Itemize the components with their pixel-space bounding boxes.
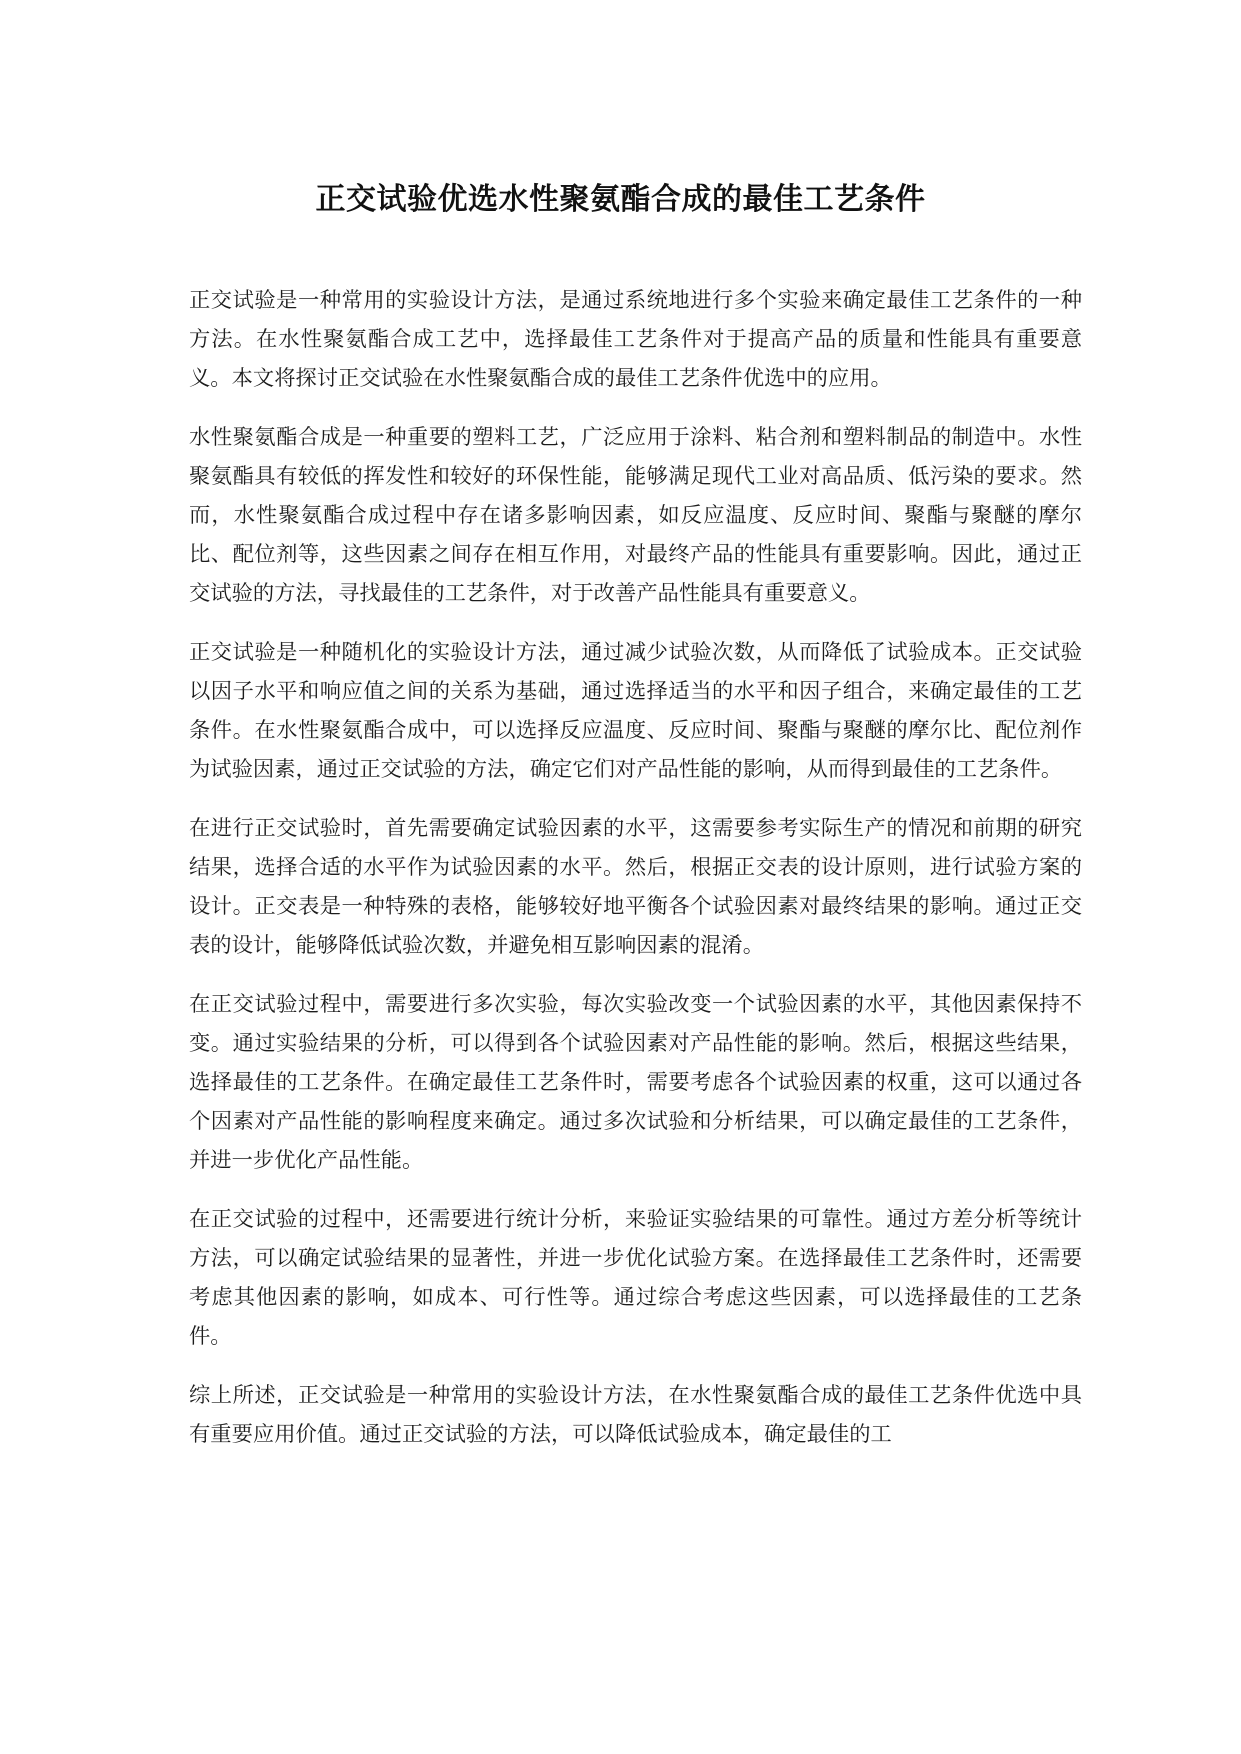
paragraph-process: 在正交试验过程中，需要进行多次实验，每次实验改变一个试验因素的水平，其他因素保持不变。通过实验结果的分析，可以得到各个试验因素对产品性能的影响。然后，根据这些结果，选择最佳的工艺条件。在确定最佳工艺条件时，需要考虑各个试验因素的权重，这可以通过各个因素对产品性能的影响程度来确定。通过多次试验和分析结果，可以确定最佳的工艺条件，并进一步优化产品性能。: [189, 992, 1082, 1173]
document-title: 正交试验优选水性聚氨酯合成的最佳工艺条件: [315, 182, 926, 217]
paragraph-statistics: 在正交试验的过程中，还需要进行统计分析，来验证实验结果的可靠性。通过方差分析等统计方法，可以确定试验结果的显著性，并进一步优化试验方案。在选择最佳工艺条件时，还需要考虑其他因素的影响，如成本、可行性等。通过综合考虑这些因素，可以选择最佳的工艺条件。: [189, 1207, 1082, 1349]
paragraph-method: 正交试验是一种随机化的实验设计方法，通过减少试验次数，从而降低了试验成本。正交试验以因子水平和响应值之间的关系为基础，通过选择适当的水平和因子组合，来确定最佳的工艺条件。在水性聚氨酯合成中，可以选择反应温度、反应时间、聚酯与聚醚的摩尔比、配位剂作为试验因素，通过正交试验的方法，确定它们对产品性能的影响，从而得到最佳的工艺条件。: [189, 640, 1082, 782]
paragraph-background: 水性聚氨酯合成是一种重要的塑料工艺，广泛应用于涂料、粘合剂和塑料制品的制造中。水性聚氨酯具有较低的挥发性和较好的环保性能，能够满足现代工业对高品质、低污染的要求。然而，水性聚氨酯合成过程中存在诸多影响因素，如反应温度、反应时间、聚酯与聚醚的摩尔比、配位剂等，这些因素之间存在相互作用，对最终产品的性能具有重要影响。因此，通过正交试验的方法，寻找最佳的工艺条件，对于改善产品性能具有重要意义。: [189, 425, 1082, 606]
paragraph-intro: 正交试验是一种常用的实验设计方法，是通过系统地进行多个实验来确定最佳工艺条件的一种方法。在水性聚氨酯合成工艺中，选择最佳工艺条件对于提高产品的质量和性能具有重要意义。本文将探讨正交试验在水性聚氨酯合成的最佳工艺条件优选中的应用。: [189, 288, 1082, 391]
paragraph-design: 在进行正交试验时，首先需要确定试验因素的水平，这需要参考实际生产的情况和前期的研究结果，选择合适的水平作为试验因素的水平。然后，根据正交表的设计原则，进行试验方案的设计。正交表是一种特殊的表格，能够较好地平衡各个试验因素对最终结果的影响。通过正交表的设计，能够降低试验次数，并避免相互影响因素的混淆。: [189, 816, 1082, 958]
paragraph-conclusion: 综上所述，正交试验是一种常用的实验设计方法，在水性聚氨酯合成的最佳工艺条件优选中具有重要应用价值。通过正交试验的方法，可以降低试验成本，确定最佳的工: [189, 1383, 1082, 1447]
document-body: [189, 281, 1082, 1474]
